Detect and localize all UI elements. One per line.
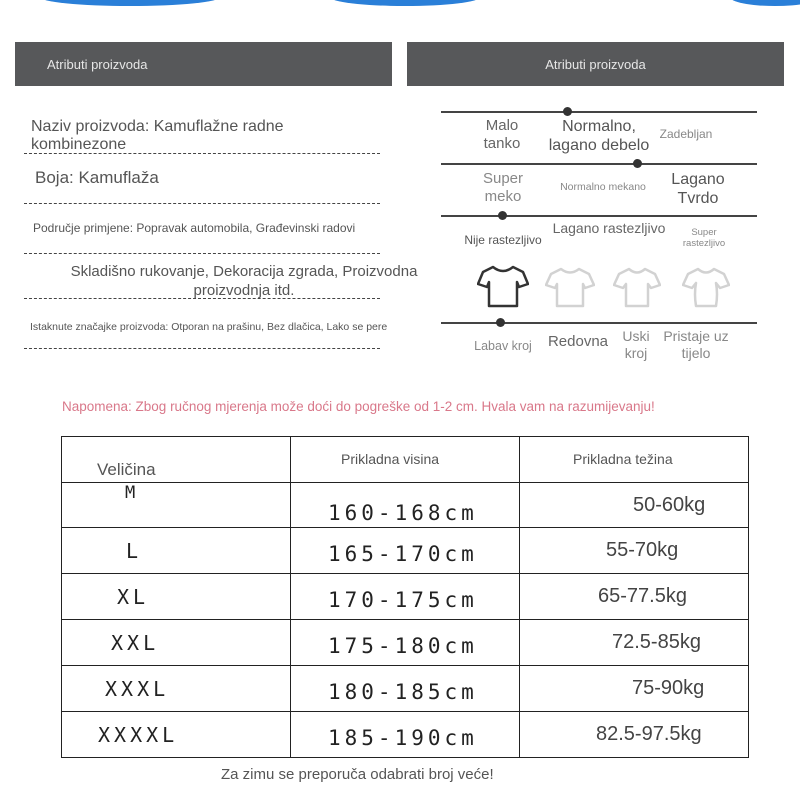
height-cell: 165-170cm (328, 541, 478, 566)
tshirt-fitted-icon (682, 266, 730, 308)
left-header-title: Atributi proizvoda (47, 56, 148, 72)
thickness-option-3: Zadebljan (659, 127, 713, 141)
weight-cell: 55-70kg (606, 539, 679, 561)
top-decoration-left (40, 0, 220, 6)
header-size (62, 437, 291, 483)
height-cell: 160-168cm (328, 501, 478, 525)
weight-cell: 65-77.5kg (598, 585, 687, 607)
thickness-scale-line (441, 111, 757, 113)
header-weight-text: Prikladna težina (573, 451, 673, 467)
softness-selected-marker (633, 159, 642, 168)
weight-cell: 50-60kg (633, 493, 706, 516)
top-decoration-center (330, 0, 480, 6)
right-header-title: Atributi proizvoda (545, 56, 646, 72)
attribute-features-text: Istaknute značajke proizvoda: Otporan na prašinu, Bez dlačica, Lako se pere (30, 321, 388, 333)
height-cell: 180-185cm (328, 679, 478, 704)
thickness-option-1: Malo tanko (483, 117, 521, 152)
tshirt-regular-icon (545, 266, 595, 308)
weight-cell: 82.5-97.5kg (596, 723, 702, 745)
fit-selected-marker (496, 318, 505, 327)
left-attributes-header (15, 42, 392, 86)
thickness-selected-marker (563, 107, 572, 116)
size-table-header-row (62, 437, 749, 483)
header-size-text: Veličina (97, 460, 156, 479)
attribute-name-text: Naziv proizvoda: Kamuflažne radne kombinezone (31, 118, 284, 153)
top-decoration-right (730, 0, 800, 6)
table-row (62, 574, 749, 620)
size-cell: L (126, 538, 143, 563)
size-cell: XXXXL (98, 722, 179, 747)
weight-cell: 75-90kg (632, 677, 705, 699)
height-cell: 185-190cm (328, 725, 478, 750)
size-cell: XXL (111, 630, 160, 655)
size-cell: XL (117, 584, 150, 609)
table-row (62, 666, 749, 712)
softness-option-3: Lagano Tvrdo (671, 171, 725, 208)
thickness-option-2: Normalno, lagano debelo (548, 118, 650, 155)
height-cell: 175-180cm (328, 633, 478, 658)
size-table (61, 436, 749, 758)
fit-scale-line (441, 322, 757, 324)
fit-option-1: Labav kroj (474, 339, 532, 353)
attribute-features (24, 312, 388, 349)
attribute-name (24, 110, 380, 154)
header-weight (520, 437, 749, 483)
attribute-usage (24, 258, 418, 299)
tshirt-slim-icon (613, 266, 661, 308)
stretch-option-2: Lagano rastezljivo (552, 220, 666, 236)
header-height-text: Prikladna visina (341, 451, 440, 467)
fit-option-3: Uski kroj (622, 328, 650, 361)
table-row (62, 620, 749, 666)
softness-option-1: Super meko (482, 170, 524, 205)
height-cell: 170-175cm (328, 587, 478, 612)
tshirt-loose-icon (477, 264, 529, 308)
attribute-color (24, 160, 380, 204)
table-row (62, 528, 749, 574)
fit-option-4: Pristaje uz tijelo (663, 328, 729, 361)
weight-cell: 72.5-85kg (612, 631, 701, 653)
fit-option-2: Redovna (547, 333, 609, 350)
stretch-option-1: Nije rastezljivo (464, 233, 542, 247)
size-cell: M (125, 483, 140, 503)
attribute-color-text: Boja: Kamuflaža (35, 168, 159, 187)
stretch-scale-line (441, 215, 757, 217)
table-row (62, 483, 749, 528)
measurement-note: Napomena: Zbog ručnog mjerenja može doći do pogreške od 1-2 cm. Hvala vam na razumijevanju! (62, 399, 655, 414)
attribute-usage-text: Skladišno rukovanje, Dekoracija zgrada, Proizvodna proizvodnja itd. (70, 263, 418, 299)
attribute-application (24, 212, 380, 254)
softness-option-2: Normalno mekano (560, 181, 646, 193)
stretch-selected-marker (498, 211, 507, 220)
attribute-application-text: Područje primjene: Popravak automobila, Građevinski radovi (33, 221, 356, 235)
softness-scale-line (441, 163, 757, 165)
header-height (291, 437, 520, 483)
size-cell: XXXL (105, 676, 170, 701)
winter-size-tip: Za zimu se preporuča odabrati broj veće! (221, 766, 494, 783)
table-row (62, 712, 749, 758)
right-attributes-header (407, 42, 784, 86)
stretch-option-3: Super rastezljivo (682, 227, 726, 250)
